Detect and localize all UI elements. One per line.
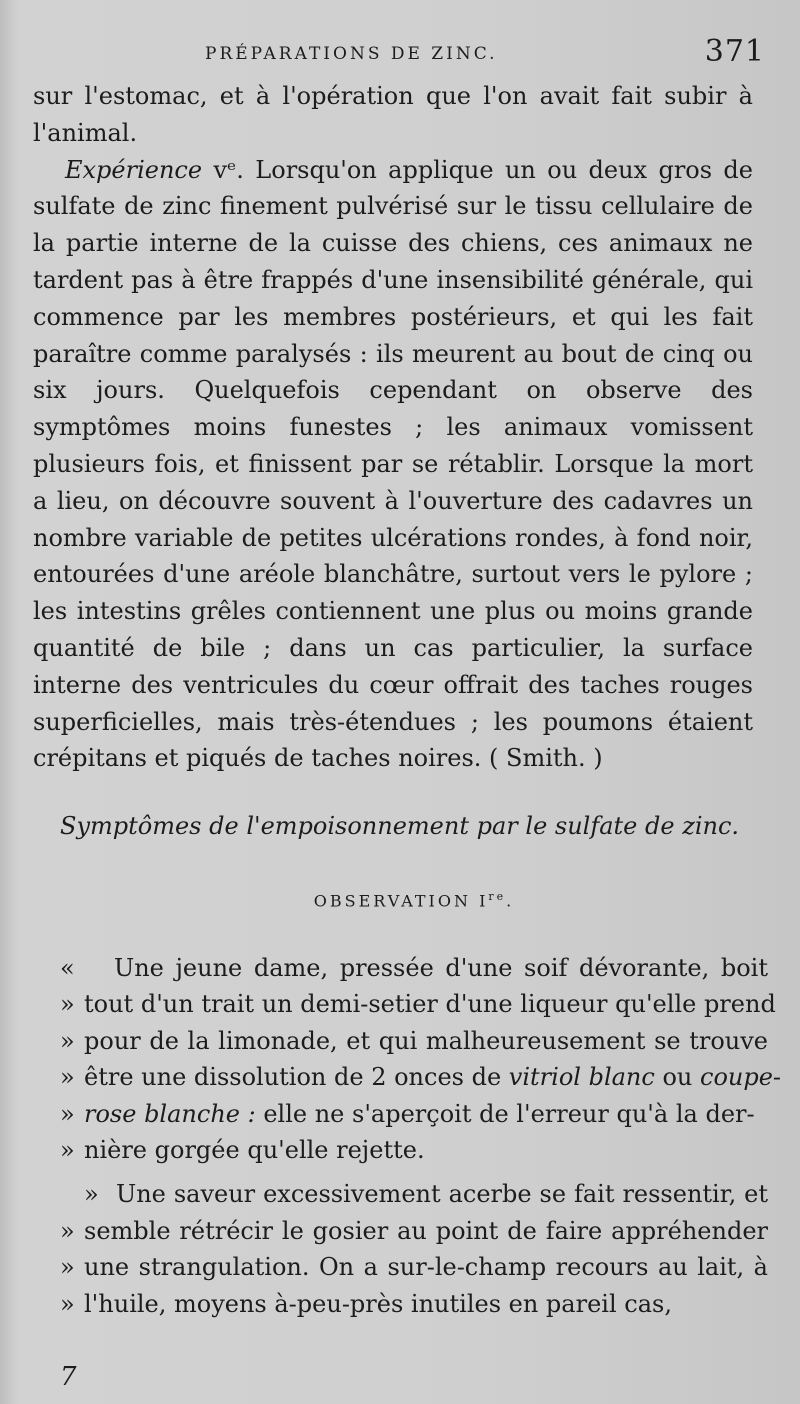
quote-mark: » [60, 1253, 75, 1282]
quote-text-italic: coupe- [700, 1063, 782, 1092]
quote-text: semble rétrécir le gosier au point de faire appréhender [84, 1216, 768, 1245]
quote-mark: » [60, 1289, 75, 1318]
quote-text-part: être une dissolution de 2 onces de [84, 1063, 509, 1092]
quote-line [60, 950, 768, 986]
signature-mark: 7 [60, 1362, 77, 1392]
running-title: PRÉPARATIONS DE ZINC. [205, 44, 498, 64]
paragraph-experience [33, 152, 753, 778]
quote-mark: » [84, 1180, 99, 1209]
page-number: 371 [704, 34, 765, 69]
quote-line [60, 986, 776, 1022]
quote-line [60, 1059, 782, 1095]
quote-line [60, 1176, 768, 1212]
quote-text [84, 1059, 781, 1095]
quote-text-part: elle ne s'aperçoit de l'erreur qu'à la der- [255, 1099, 755, 1128]
quote-text [84, 1096, 755, 1132]
quote-mark: » [60, 1216, 75, 1245]
quoted-observation [60, 950, 782, 1322]
quote-text: tout d'un trait un demi-setier d'une liqueur qu'elle prend [84, 990, 776, 1019]
quote-text-italic: vitriol blanc [508, 1063, 655, 1092]
quote-line [60, 1213, 768, 1249]
experience-numeral: vᵉ. [213, 155, 244, 184]
body-text [33, 78, 753, 777]
quote-text: Une saveur excessivement acerbe se fait ressentir, et [116, 1180, 768, 1209]
observation-sup: re [488, 890, 507, 903]
quote-text: l'huile, moyens à-peu-près inutiles en pareil cas, [84, 1289, 672, 1318]
quote-line [60, 1132, 768, 1168]
experience-label: Expérience [65, 155, 203, 184]
quote-text: nière gorgée qu'elle rejette. [84, 1135, 425, 1164]
quote-mark: » [60, 1063, 75, 1092]
section-heading: Symptômes de l'empoisonnement par le sulfate de zinc. [60, 812, 740, 840]
observation-heading [0, 890, 800, 910]
running-header [205, 34, 765, 74]
quote-text-italic: rose blanche : [84, 1099, 256, 1128]
quote-text: une strangulation. On a sur-le-champ recours au lait, à [84, 1253, 768, 1282]
quote-line [60, 1023, 768, 1059]
quote-mark: » [60, 990, 75, 1019]
quote-text: Une jeune dame, pressée d'une soif dévorante, boit [114, 954, 768, 982]
observation-label: OBSERVATION I [313, 891, 489, 911]
quote-line [60, 1286, 768, 1322]
quote-line [60, 1249, 768, 1285]
quote-mark: » [60, 1026, 75, 1055]
quote-text: pour de la limonade, et qui malheureusement se trouve [84, 1026, 768, 1055]
quote-mark: « [60, 954, 75, 982]
observation-suffix: . [506, 891, 515, 911]
quote-text-part: ou [654, 1063, 700, 1092]
quote-mark: » [60, 1135, 75, 1164]
paragraph: sur l'estomac, et à l'opération que l'on avait fait subir à l'animal. [33, 82, 753, 147]
experience-text: Lorsqu'on applique un ou deux gros de sulfate de zinc finement pulvérisé sur le tissu cellulaire de la partie interne de la cuisse des chiens, ces animaux ne tardent pas à être frappés d'une insensibilité générale, qui commence par les membres postérieurs, et qui les fait paraître comme paralysés : ils meurent au bout de cinq ou six jours. Quelquefois cependant on observe des symptômes moins funestes ; les animaux vomissent plusieurs fois, et finissent par se rétablir. Lorsque la mort a lieu, on découvre souvent à l'ouverture des cadavres un nombre variable de petites ulcérations rondes, à fond noir, entourées d'une aréole blanchâtre, surtout vers le pylore ; les intestins grêles contiennent une plus ou moins grande quantité de bile ; dans un cas particulier, la surface interne des ventricules du cœur offrait des taches rouges superficielles, mais très-étendues ; les poumons étaient crépitans et piqués de taches noires. ( Smith. ) [33, 155, 753, 773]
quote-mark: » [60, 1099, 75, 1128]
quote-line [60, 1096, 768, 1132]
